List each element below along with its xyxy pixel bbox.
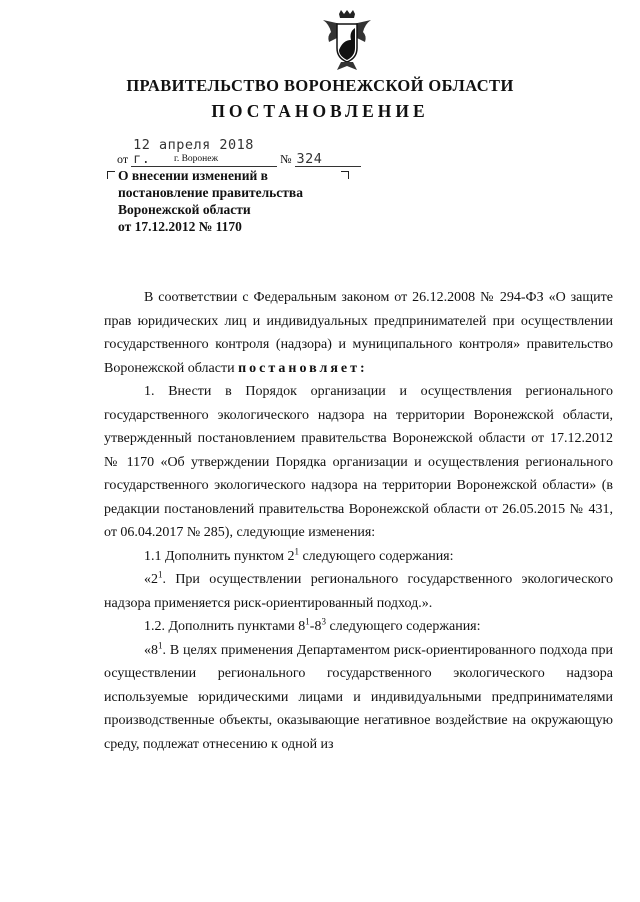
superscript: 1 [294,545,299,556]
preamble-text: В соответствии с Федеральным законом от 26.12.2008 № 294-ФЗ «О защите прав юридических лиц и индивидуальных предпринимателей при осуществлении государственного контроля (надзора) и муниципального контроля» правительство Воронежской области [104,290,613,376]
superscript: 1 [158,569,163,580]
document-number: 324 [295,152,361,167]
superscript: 1 [305,616,310,627]
date-prefix: от [117,152,129,166]
item-1-2-paragraph [104,615,613,639]
quote-2-start: «8 [144,642,158,658]
number-prefix: № [280,152,292,166]
city-name: г. Воронеж [174,154,219,164]
organization-name: ПРАВИТЕЛЬСТВО ВОРОНЕЖСКОЙ ОБЛАСТИ [126,76,514,95]
document-body [104,286,613,756]
subject-corner-left [107,171,115,179]
document-type: ПОСТАНОВЛЕНИЕ [211,101,429,121]
item-1-2-text: 1.2. Дополнить пунктами 8 [144,619,306,634]
quote-1-paragraph [104,568,613,615]
item-1-1-paragraph [104,545,613,569]
document-date: 12 апреля 2018 г. [131,138,277,167]
subject-line: постановление правительства [118,185,303,200]
superscript: 3 [321,616,326,627]
quote-2-paragraph [104,639,613,757]
document-subject [118,167,348,235]
item-1-1-text-end: следующего содержания: [298,548,454,564]
subject-line: от 17.12.2012 № 1170 [118,219,242,234]
subject-line: Воронежской области [118,202,251,217]
item-1-1-text: 1.1 Дополнить пунктом 2 [144,548,295,564]
subject-line: О внесении изменений в [118,168,268,183]
item-1-paragraph: 1. Внести в Порядок организации и осуществления регионального государственного экологического надзора на территории Воронежской области, утвержденный постановлением правительства Воронежской области от 17.12.2012 № 1170 «Об утверждении Порядка организации и осуществления регионального государственного экологического надзора на территории Воронежской области» (в редакции постановлений правительства Воронежской области от 26.05.2015 № 431, от 06.04.2017 № 285), следующие изменения: [104,384,613,540]
quote-2-text: . В целях применения Департаментом риск-ориентированного подхода при осуществлении регионального государственного экологического надзора используемые юридическими лицами и индивидуальными предпринимателями производственные объекты, оказывающие негативное воздействие на окружающую среду, подлежат отнесению к одной из [104,642,613,752]
item-1-2-mid: -8 [309,619,322,634]
decree-word: постановляет: [238,360,368,376]
superscript: 1 [158,639,163,650]
item-1-2-text-end: следующего содержания: [325,619,481,634]
date-number-line [117,138,361,167]
coat-of-arms-emblem [319,10,375,72]
quote-1-start: «2 [144,572,158,587]
preamble-paragraph [104,286,613,380]
quote-1-text: . При осуществлении регионального государственного экологического надзора применяется риск-ориентированный подход.». [104,572,613,611]
